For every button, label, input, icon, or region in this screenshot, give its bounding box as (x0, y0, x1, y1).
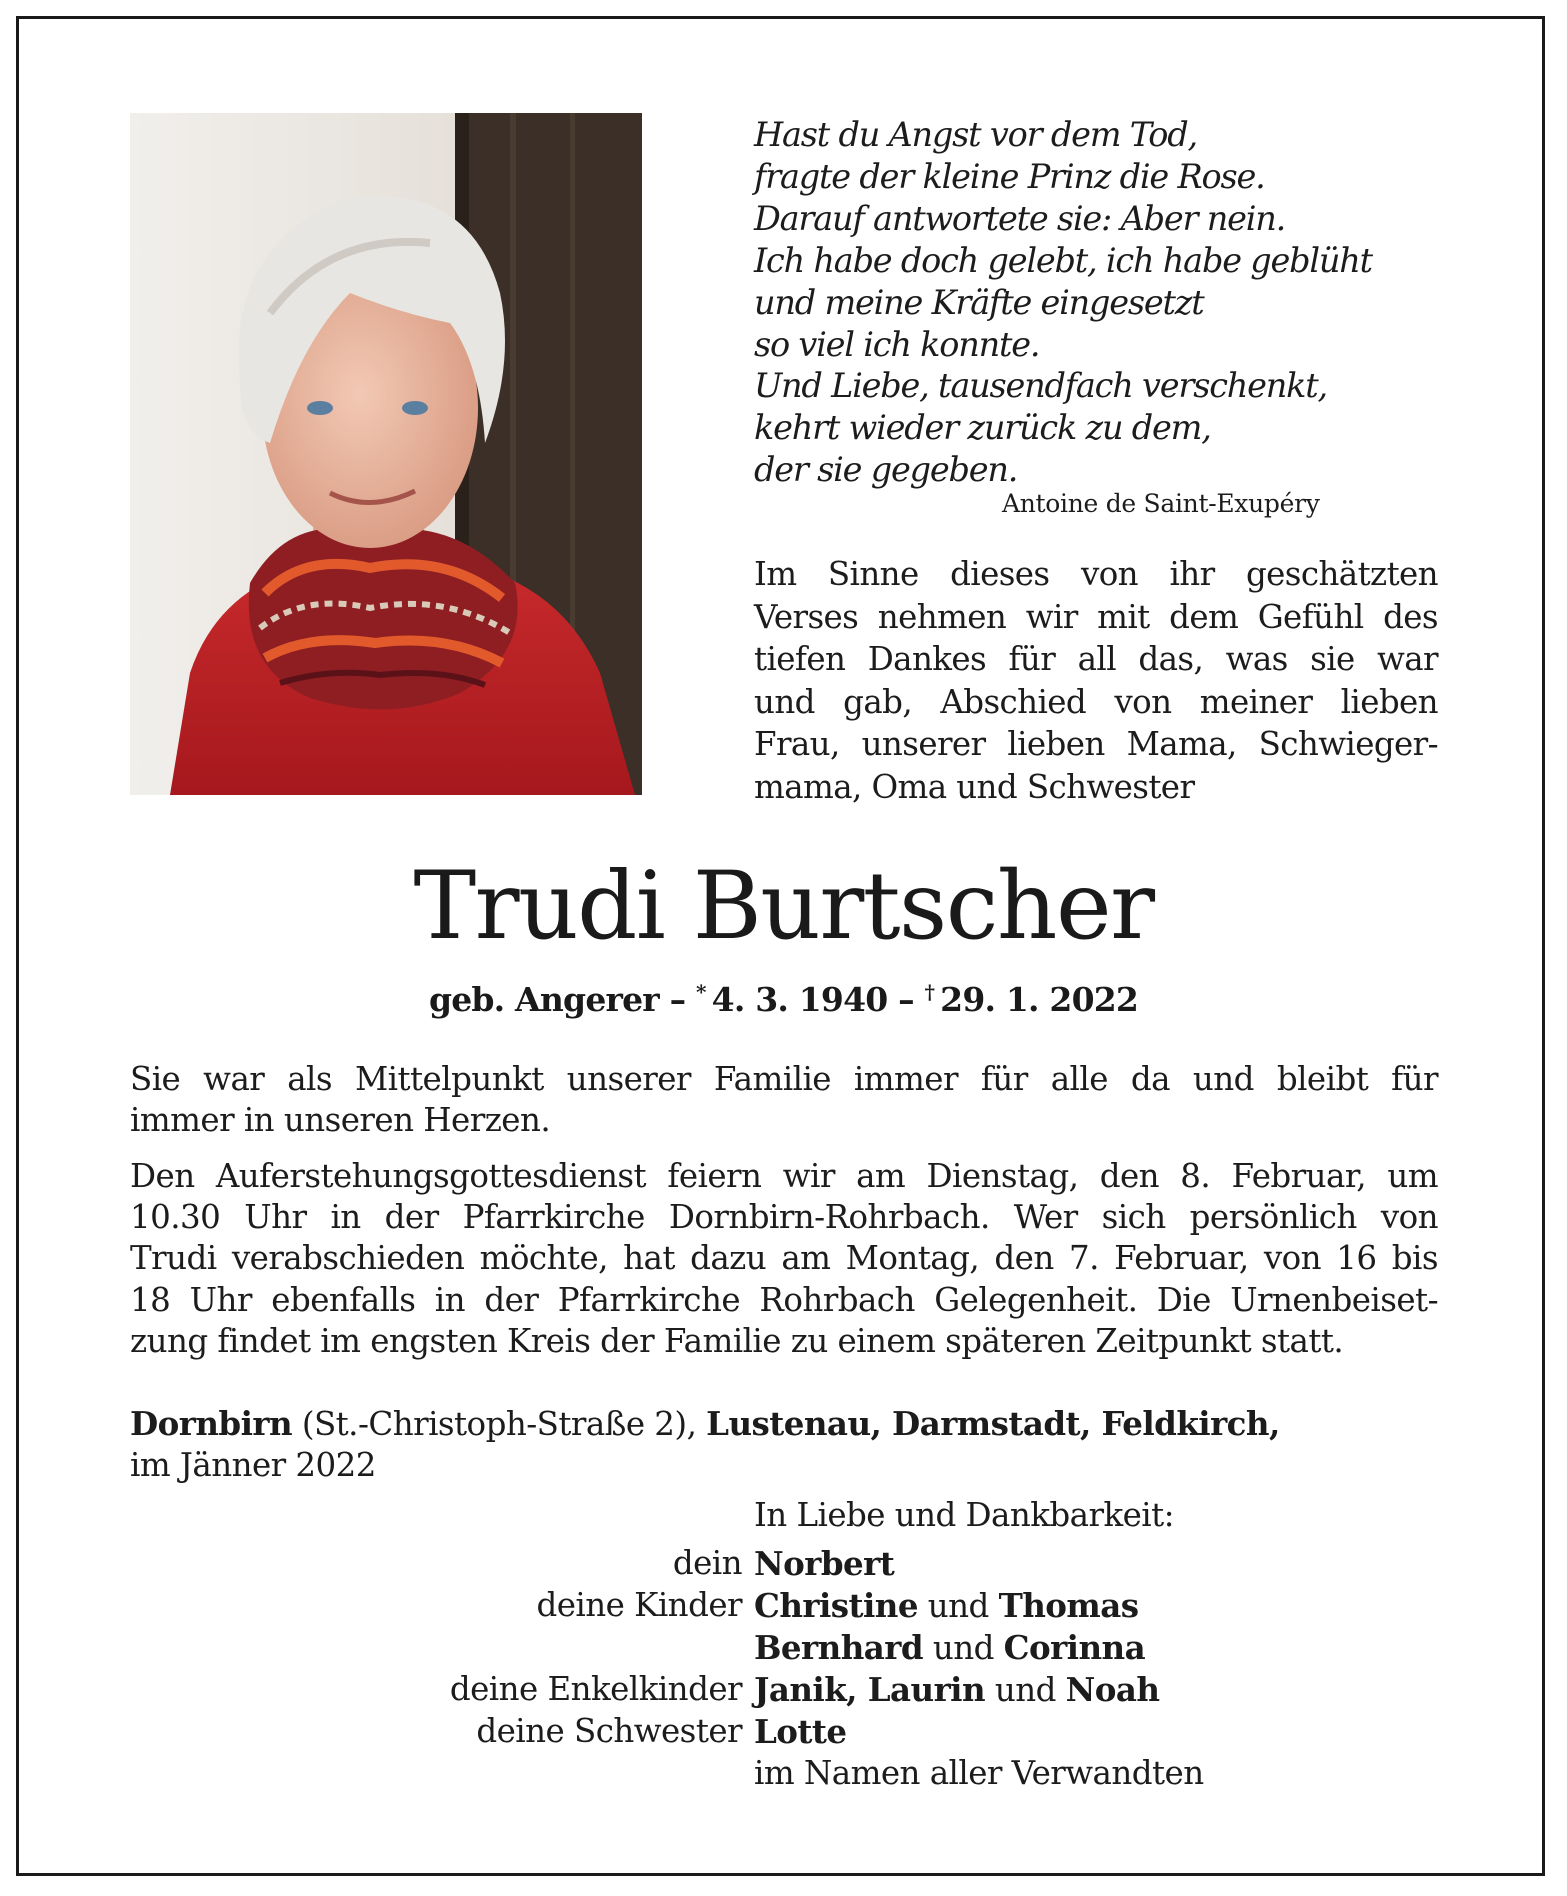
place-city: Dornbirn (130, 1404, 293, 1443)
poem-line: Ich habe doch gelebt, ich habe geblüht (754, 240, 1372, 280)
poem-line: kehrt wieder zurück zu dem, (754, 408, 1211, 448)
poem-line: fragte der kleine Prinz die Rose. (754, 156, 1265, 196)
relatives-line: im Namen aller Verwandten (754, 1754, 1204, 1792)
portrait-photo (130, 113, 642, 795)
intro-line: tiefen Dankes für all das, was sie war (754, 640, 1438, 679)
family-row (0, 1670, 1567, 1712)
family-relation: deine Kinder (536, 1586, 742, 1624)
place-others: Lustenau, Darmstadt, Feldkirch, (706, 1404, 1280, 1443)
family-name: Janik, Laurin (754, 1670, 986, 1709)
service-line: zung findet im engsten Kreis der Familie zu einem späteren Zeitpunkt statt. (130, 1321, 1344, 1360)
family-joiner: und (917, 1587, 999, 1625)
place-line (130, 1404, 1280, 1443)
place-address: (St.-Christoph-Straße 2), (301, 1405, 697, 1443)
intro-paragraph (754, 553, 1438, 809)
family-name: Lotte (754, 1712, 847, 1751)
maiden-name: geb. Angerer – (428, 980, 686, 1019)
intro-line: und gab, Abschied von meiner lieben (754, 682, 1438, 721)
death-date: 29. 1. 2022 (940, 980, 1139, 1019)
family-name: Norbert (754, 1544, 895, 1583)
family-name: Christine (754, 1586, 918, 1625)
deceased-name: Trudi Burtscher (413, 852, 1154, 961)
portrait-illustration (130, 113, 642, 795)
family-joiner: und (923, 1629, 1004, 1667)
birth-symbol: * (696, 980, 706, 1004)
service-line: 10.30 Uhr in der Pfarrkirche Dornbirn-Rohrbach. Wer sich persönlich von (130, 1198, 1438, 1237)
tribute-line: immer in unseren Herzen. (130, 1101, 551, 1140)
family-row (0, 1628, 1567, 1670)
family-relation: deine Schwester (476, 1712, 742, 1750)
poem-author: Antoine de Saint-Exupéry (1002, 489, 1320, 518)
closing-phrase: In Liebe und Dankbarkeit: (754, 1496, 1175, 1534)
tribute-paragraph (130, 1059, 1438, 1141)
intro-line: Frau, unserer lieben Mama, Schwieger- (754, 725, 1438, 764)
intro-line: mama, Oma und Schwester (754, 767, 1195, 806)
family-row (0, 1586, 1567, 1628)
poem-line: und meine Kräfte eingesetzt (754, 282, 1204, 322)
service-line: Trudi verabschieden möchte, hat dazu am Montag, den 7. Februar, von 16 bis (130, 1239, 1438, 1278)
poem-line: so viel ich konnte. (754, 324, 1040, 364)
family-relation: dein (672, 1544, 742, 1582)
place-month: im Jänner 2022 (130, 1446, 376, 1484)
service-paragraph (130, 1156, 1438, 1362)
family-row (0, 1712, 1567, 1754)
family-name: Corinna (1003, 1628, 1146, 1667)
family-name: Thomas (998, 1586, 1139, 1625)
service-line: 18 Uhr ebenfalls in der Pfarrkirche Rohrbach Gelegenheit. Die Urnenbeiset- (130, 1280, 1438, 1319)
tribute-line: Sie war als Mittelpunkt unserer Familie immer für alle da und bleibt für (130, 1060, 1438, 1098)
birth-date: 4. 3. 1940 – (711, 980, 914, 1019)
family-name: Noah (1065, 1670, 1160, 1709)
family-joiner: und (985, 1671, 1066, 1709)
poem-line: Und Liebe, tausendfach verschenkt, (754, 366, 1327, 406)
family-name: Bernhard (754, 1628, 924, 1667)
intro-line: Verses nehmen wir mit dem Gefühl des (754, 597, 1438, 636)
intro-line: Im Sinne dieses von ihr geschätzten (754, 555, 1438, 593)
poem-line: Darauf antwortete sie: Aber nein. (754, 198, 1286, 238)
family-row (0, 1544, 1567, 1586)
poem (754, 114, 1374, 491)
service-line: Den Auferstehungsgottesdienst feiern wir am Dienstag, den 8. Februar, um (130, 1157, 1438, 1195)
family-row (0, 1754, 1567, 1796)
poem-line: der sie gegeben. (754, 450, 1018, 490)
life-dates (0, 980, 1567, 1019)
family-relation: deine Enkelkinder (449, 1670, 742, 1708)
poem-line: Hast du Angst vor dem Tod, (754, 115, 1197, 154)
death-symbol: † (924, 980, 935, 1004)
